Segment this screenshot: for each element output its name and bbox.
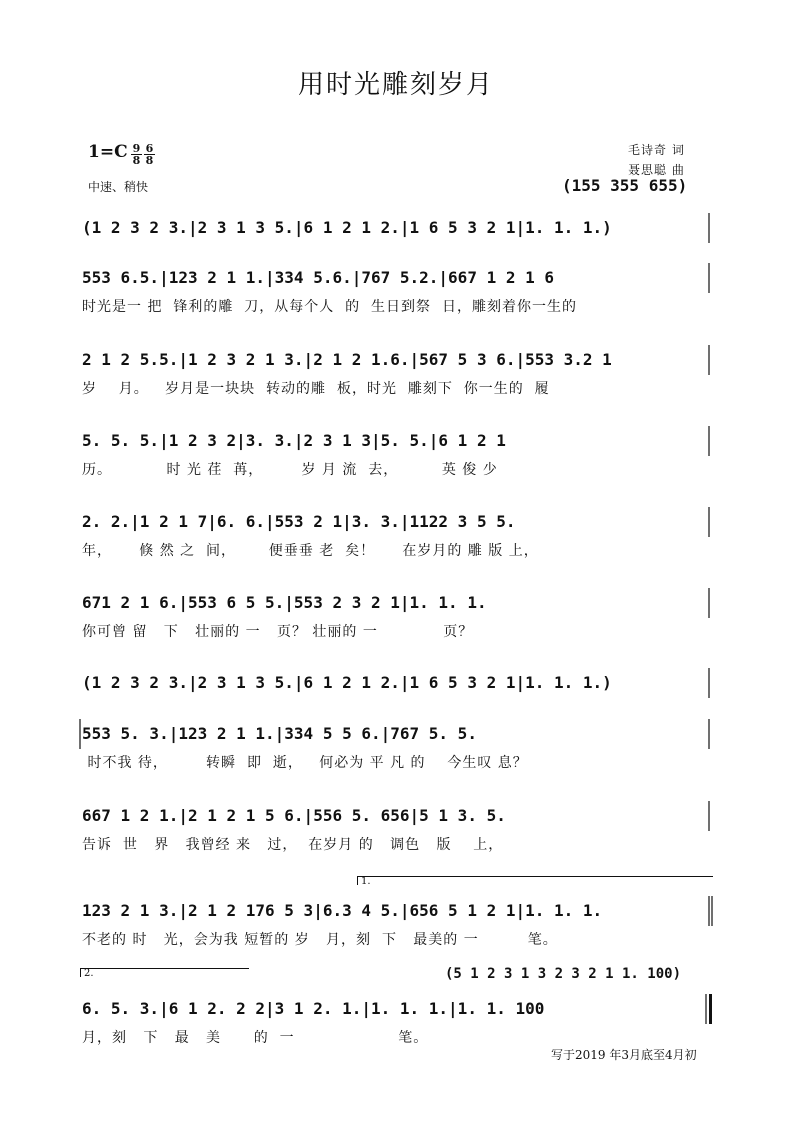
staff-notes: 553 6.5.|123 2 1 1.|334 5.6.|767 5.2.|667 1 2 1 6	[82, 268, 555, 287]
staff-notes: 2. 2.|1 2 1 7|6. 6.|553 2 1|3. 3.|1122 3 5 5.	[82, 512, 516, 531]
staff-lyrics: 时不我 待， 转瞬 即 逝， 何必为 平 凡 的 今生叹 息？	[82, 755, 528, 771]
composer-credit: 聂思聪 曲	[628, 163, 685, 177]
staff-notes: 553 5. 3.|123 2 1 1.|334 5 5 6.|767 5. 5.	[82, 724, 477, 743]
time-signature-a: $\frac{9}{8}$	[132, 142, 141, 167]
first-ending-bracket: 1.	[357, 876, 713, 885]
time-signature-b: $\frac{6}{8}$	[145, 142, 154, 167]
staff-lyrics: 时光是一 把 锋利的雕 刀，从每个人 的 生日到祭 日，雕刻着你一生的	[82, 299, 577, 315]
intro-pickup: (155 355 655)	[562, 176, 688, 195]
staff-lyrics: 你可曾 留 下 壮丽的 一 页？ 壮丽的 一 页？	[82, 624, 474, 640]
page-title: 用时光雕刻岁月	[297, 70, 494, 100]
final-barline-thick	[709, 994, 712, 1024]
tempo-marking: 中速、稍快	[88, 180, 149, 194]
staff-lyrics: 岁 月。 岁月是一块块 转动的雕 板，时光 雕刻下 你一生的 履	[82, 381, 550, 397]
staff-lyrics: 不老的 时 光，会为我 短暂的 岁 月，刻 下 最美的 一 笔。	[82, 932, 558, 948]
footer-note: 写于2019 年3月底至4月初	[551, 1048, 697, 1062]
staff-lyrics: 历。 时 光 荏 苒， 岁 月 流 去， 英 俊 少	[82, 462, 498, 478]
staff-lyrics: 月，刻 下 最 美 的 一 笔。	[82, 1030, 429, 1046]
staff-notes: 671 2 1 6.|553 6 5 5.|553 2 3 2 1|1. 1. 1.	[82, 593, 487, 612]
staff-notes: (1 2 3 2 3.|2 3 1 3 5.|6 1 2 1 2.|1 6 5 3 2 1|1. 1. 1.)	[82, 218, 612, 237]
staff-lyrics: 告诉 世 界 我曾经 来 过， 在岁月 的 调色 版 上，	[82, 837, 504, 853]
staff-notes: (1 2 3 2 3.|2 3 1 3 5.|6 1 2 1 2.|1 6 5 3 2 1|1. 1. 1.)	[82, 673, 612, 692]
staff-notes: 667 1 2 1.|2 1 2 1 5 6.|556 5. 656|5 1 3. 5.	[82, 806, 506, 825]
staff-lyrics: 年， 倏 然 之 间， 便垂垂 老 矣！ 在岁月的 雕 版 上，	[82, 543, 539, 559]
staff-notes: 123 2 1 3.|2 1 2 176 5 3|6.3 4 5.|656 5 1 2 1|1. 1. 1.	[82, 901, 603, 920]
staff-notes: 2 1 2 5.5.|1 2 3 2 1 3.|2 1 2 1.6.|567 5 3 6.|553 3.2 1	[82, 350, 612, 369]
coda-pickup: (5 1 2 3 1 3 2 3 2 1 1. 100)	[445, 966, 682, 982]
lyricist-credit: 毛诗奇 词	[628, 143, 685, 157]
key-signature: 1=C	[88, 142, 128, 162]
staff-notes: 5. 5. 5.|1 2 3 2|3. 3.|2 3 1 3|5. 5.|6 1 2 1	[82, 431, 506, 450]
second-ending-bracket: 2.	[80, 968, 249, 977]
staff-notes: 6. 5. 3.|6 1 2. 2 2|3 1 2. 1.|1. 1. 1.|1. 1. 100	[82, 999, 545, 1018]
